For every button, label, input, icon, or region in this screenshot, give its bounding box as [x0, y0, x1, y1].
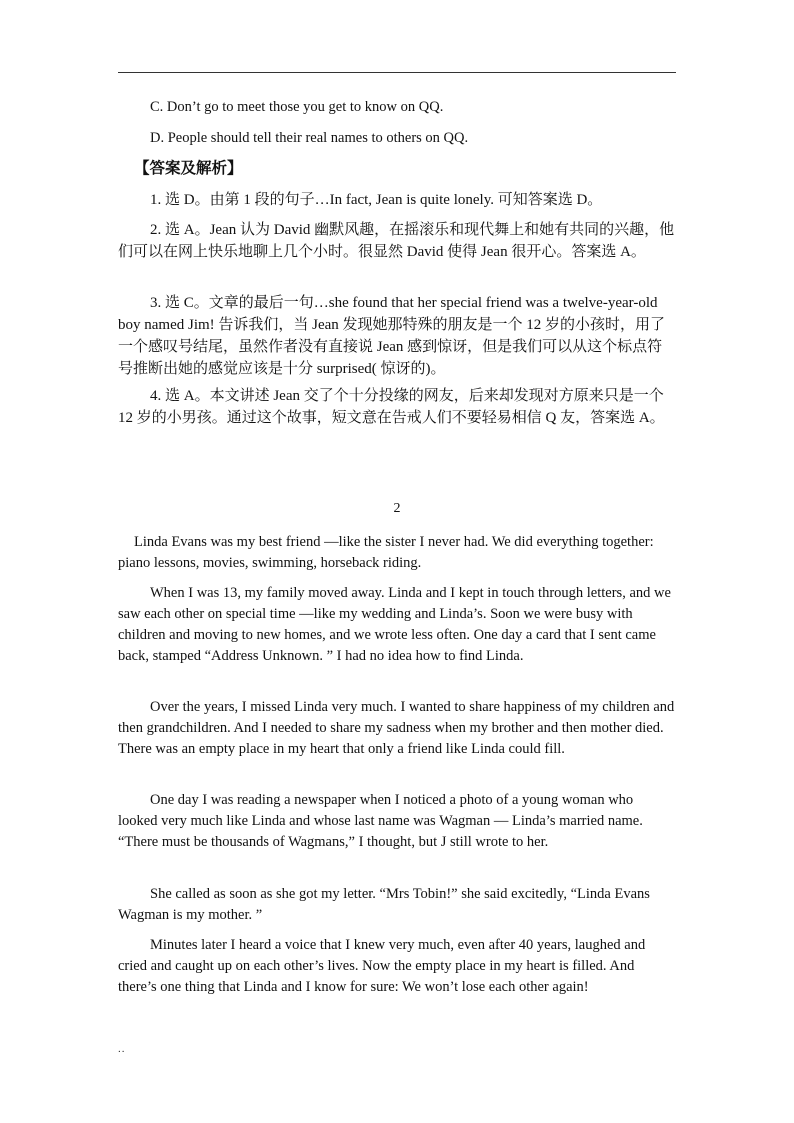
footer-mark: ..	[118, 1043, 126, 1055]
story-paragraph-2: When I was 13, my family moved away. Linda and I kept in touch through letters, and we saw each other on special time —like my wedding and Linda’s. Soon we were busy with children and moving to new homes, and we wrote less often. One day a card that I sent came back, stamped “Address Unknown. ” I had no idea how to find Linda.	[118, 585, 671, 664]
story-paragraph-1: Linda Evans was my best friend —like the sister I never had. We did everything together: piano lessons, movies, swimming, horseback riding.	[118, 534, 654, 571]
answer-1: 1. 选 D。由第 1 段的句子…In fact, Jean is quite lonely. 可知答案选 D。	[150, 192, 603, 208]
story-paragraph-6: Minutes later I heard a voice that I knew very much, even after 40 years, laughed and cried and caught up on each other’s lives. Now the empty place in my heart is filled. And there’s one thing that Linda and I know for sure: We won’t lose each other again!	[118, 937, 646, 995]
story-paragraph-4: One day I was reading a newspaper when I noticed a photo of a young woman who looked very much like Linda and whose last name was Wagman — Linda’s married name. “There must be thousands of Wagmans,” I thought, but J still wrote to her.	[118, 792, 643, 850]
answers-heading: 【答案及解析】	[134, 160, 243, 177]
option-c: C. Don’t go to meet those you get to know on QQ.	[150, 99, 444, 115]
story-paragraph-3: Over the years, I missed Linda very much. I wanted to share happiness of my children and then grandchildren. And I needed to share my sadness when my brother and then mother died. There was an empty place in my heart that only a friend like Linda could fill.	[118, 699, 675, 757]
answer-3: 3. 选 C。文章的最后一句…she found that her special friend was a twelve-year-old boy named Jim! 告诉我们，当 Jean 发现她那特殊的朋友是一个 12 岁的小孩时，用了一个感叹号结尾，虽然作者没有直接说 Jean 感到惊讶，但是我们可以从这个标点符号推断出她的感觉应该是十分 surprised( 惊讶的)。	[118, 295, 666, 377]
section-number: 2	[393, 501, 401, 516]
option-d: D. People should tell their real names to others on QQ.	[150, 130, 469, 146]
answer-4: 4. 选 A。本文讲述 Jean 交了个十分投缘的网友，后来却发现对方原来只是一个 12 岁的小男孩。通过这个故事，短文意在告戒人们不要轻易相信 Q 友，答案选 A。	[118, 388, 665, 426]
answer-2: 2. 选 A。Jean 认为 David 幽默风趣，在摇滚乐和现代舞上和她有共同的兴趣，他们可以在网上快乐地聊上几个小时。很显然 David 使得 Jean 很开心。答案选 A。	[118, 222, 675, 260]
story-paragraph-5: She called as soon as she got my letter. “Mrs Tobin!” she said excitedly, “Linda Evans Wagman is my mother. ”	[118, 886, 650, 923]
header-rule	[118, 72, 676, 73]
